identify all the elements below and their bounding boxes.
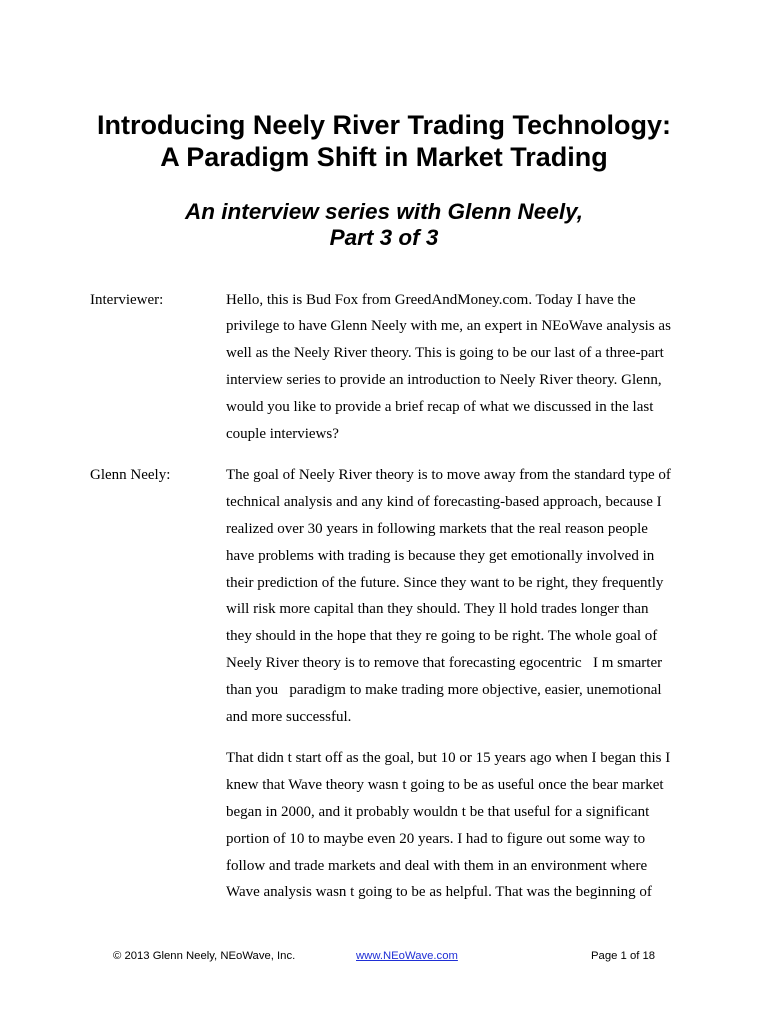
body-line: began in 2000, and it probably wouldn t be that useful for a significant	[226, 803, 650, 820]
paragraph	[226, 287, 686, 448]
speaker-label: Interviewer:	[90, 291, 164, 308]
body-line: well as the Neely River theory. This is going to be our last of a three-part	[226, 345, 664, 362]
paragraph	[226, 462, 686, 730]
body-line: follow and trade markets and deal with them in an environment where	[226, 857, 648, 874]
title-line: A Paradigm Shift in Market Trading	[160, 142, 608, 172]
body-line: That didn t start off as the goal, but 10 or 15 years ago when I began this I	[226, 750, 671, 767]
document-title	[0, 109, 768, 173]
speaker-label: Glenn Neely:	[90, 467, 171, 484]
body-line: couple interviews?	[226, 425, 339, 442]
body-line: Neely River theory is to remove that forecasting egocentric I m smarter	[226, 654, 663, 671]
subtitle-line: An interview series with Glenn Neely,	[184, 199, 584, 224]
title-line: Introducing Neely River Trading Technology:	[96, 110, 672, 140]
body-line: than you paradigm to make trading more objective, easier, unemotional	[226, 681, 662, 698]
body-line: interview series to provide an introduction to Neely River theory. Glenn,	[226, 371, 662, 388]
dialog-text	[226, 462, 686, 906]
dialog-entry-glenn-neely	[90, 462, 690, 906]
body-line: knew that Wave theory wasn t going to be as useful once the bear market	[226, 777, 664, 794]
dialog-entry-interviewer	[90, 287, 690, 448]
body-line: will risk more capital than they should. They ll hold trades longer than	[226, 601, 649, 618]
footer-copyright: © 2013 Glenn Neely, NEoWave, Inc.	[113, 950, 296, 962]
body-line: technical analysis and any kind of forecasting-based approach, because I	[226, 494, 662, 511]
body-line: they should in the hope that they re going to be right. The whole goal of	[226, 628, 658, 645]
body-line: have problems with trading is because they get emotionally involved in	[226, 547, 655, 564]
body-line: portion of 10 to maybe even 20 years. I had to figure out some way to	[226, 830, 646, 847]
body-line: their prediction of the future. Since they want to be right, they frequently	[226, 574, 664, 591]
dialog-text	[226, 287, 686, 448]
interview-transcript	[90, 287, 690, 922]
body-line: The goal of Neely River theory is to move away from the standard type of	[226, 467, 671, 484]
paragraph	[226, 745, 686, 906]
body-line: Wave analysis wasn t going to be as helpful. That was the beginning of	[226, 884, 652, 901]
body-line: and more successful.	[226, 708, 352, 725]
footer-website-link[interactable]: www.NEoWave.com	[356, 950, 458, 962]
body-line: would you like to provide a brief recap of what we discussed in the last	[226, 398, 654, 415]
subtitle-line: Part 3 of 3	[329, 225, 439, 250]
document-subtitle	[0, 199, 768, 251]
footer-page-number: Page 1 of 18	[591, 950, 656, 962]
body-line: realized over 30 years in following markets that the real reason people	[226, 520, 648, 537]
body-line: privilege to have Glenn Neely with me, an expert in NEoWave analysis as	[226, 318, 671, 335]
body-line: Hello, this is Bud Fox from GreedAndMoney.com. Today I have the	[226, 291, 636, 308]
